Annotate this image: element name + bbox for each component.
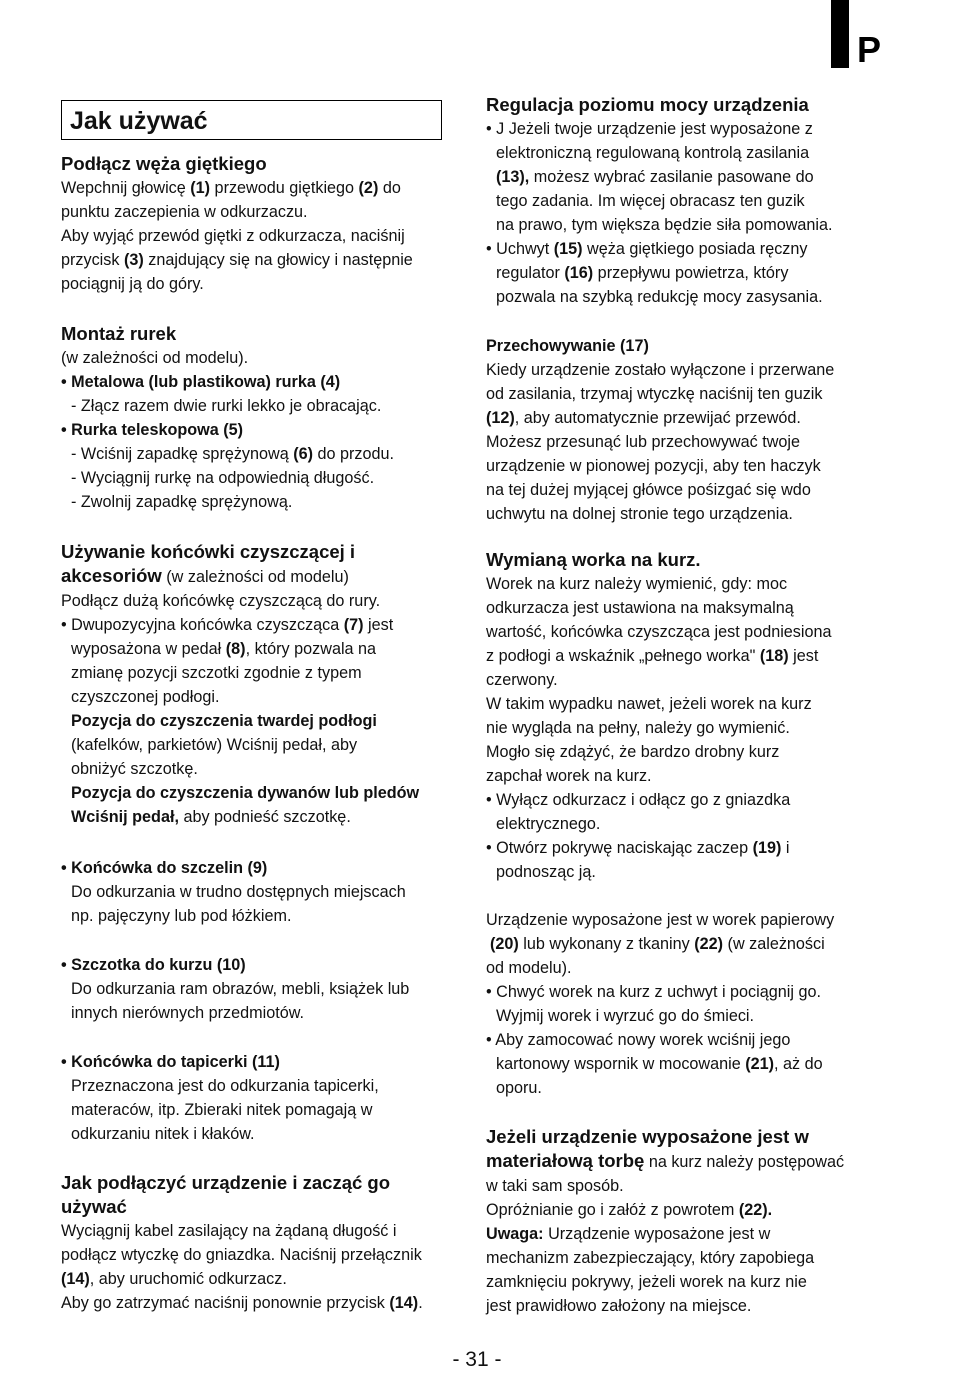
section-storage [486,334,886,526]
text-line: czyszczonej podłogi. [71,688,220,706]
text-line: obniżyć szczotkę. [71,760,198,778]
subheading-line: Pozycja do czyszczenia twardej podłogi [71,712,377,730]
text-line: Worek na kurz należy wymienić, gdy: moc [486,575,788,593]
section-heading: używać [61,1196,127,1217]
text-line: Wyciągnij kabel zasilający na żądaną długość i [61,1222,397,1240]
text-line: Wciśnij pedał, aby podnieść szczotkę. [71,808,351,826]
text-line: zapchał worek na kurz. [486,767,652,785]
section-dust-brush [61,953,451,1025]
text-line: materaców, itp. Zbieraki nitek pomagają w [71,1101,373,1119]
text-line: odkurzacza jest ustawiona na maksymalną [486,599,794,617]
text-line: - Wyciągnij rurkę na odpowiednią długość. [71,469,375,487]
section-bag-replacement [486,548,886,1100]
language-marker-bar [831,0,849,68]
text-line: (12), aby automatycznie przewijać przewód. [486,409,801,427]
text-line: Kiedy urządzenie zostało wyłączone i przerwane [486,361,835,379]
text-line: - Zwolnij zapadkę sprężynową. [71,493,293,511]
bullet-title: • Końcówka do szczelin (9) [61,859,268,877]
text-line: • Otwórz pokrywę naciskając zaczep (19) i [486,839,790,857]
section-heading: Jak podłączyć urządzenie i zacząć go [61,1172,391,1193]
text-line: • Chwyć worek na kurz z uchwyt i pociągnij go. [486,983,821,1001]
text-line: podłącz wtyczkę do gniazdka. Naciśnij przełącznik [61,1246,422,1264]
text-line: oporu. [496,1079,542,1097]
text-line: przycisk (3) znajdujący się na głowicy i następnie [61,251,413,269]
section-hose [61,152,451,296]
text-line: regulator (16) przepływu powietrza, który [496,264,789,282]
text-line: Do odkurzania w trudno dostępnych miejscach [71,883,406,901]
text-line: urządzenie w pionowej pozycji, aby ten haczyk [486,457,821,475]
text-line: elektrycznego. [496,815,601,833]
section-connect [61,1171,451,1315]
text-line: Aby wyjąć przewód giętki z odkurzacza, naciśnij [61,227,405,245]
text-line: na tej dużej myjącej główce pośizgać się wdo [486,481,811,499]
bullet-title: • Końcówka do tapicerki (11) [61,1053,280,1071]
subheading-line: Pozycja do czyszczenia dywanów lub pledów [71,784,420,802]
section-heading: Regulacja poziomu mocy urządzenia [486,94,809,115]
text-line: (w zależności od modelu). [61,349,249,367]
text-line: Wepchnij głowicę (1) przewodu giętkiego (2) do [61,179,401,197]
bullet-title: • Szczotka do kurzu (10) [61,956,246,974]
section-heading: Wymianą worka na kurz. [486,549,701,570]
text-line: mechanizm zabezpieczający, który zapobiega [486,1249,815,1267]
section-heading: Używanie końcówki czyszczącej i [61,541,356,562]
text-line: z podłogi a wskaźnik „pełnego worka" (18) jest [486,647,819,665]
section-heading: Przechowywanie (17) [486,337,649,355]
text-line: uchwytu na dolnej stronie tego urządzenia. [486,505,793,523]
text-line: podnosząc ją. [496,863,596,881]
text-line: odkurzaniu nitek i kłaków. [71,1125,255,1143]
text-line: nie wygląda na pełny, należy go wymienić. [486,719,790,737]
text-line: • Wyłącz odkurzacz i odłącz go z gniazdka [486,791,791,809]
section-fabric-bag [486,1125,886,1318]
text-line: pozwala na szybką redukcję mocy zasysania. [496,288,823,306]
language-letter: P [857,29,882,70]
section-upholstery-tool [61,1050,451,1146]
text-line: zamknięciu pokrywy, jeżeli worek na kurz nie [486,1273,807,1291]
text-line: Do odkurzania ram obrazów, mebli, książek lub [71,980,410,998]
text-line: Przeznaczona jest do odkurzania tapicerki, [71,1077,379,1095]
text-line: Urządzenie wyposażone jest w worek papierowy [486,911,835,929]
text-line: na prawo, tym większa będzie siła pomowania. [496,216,833,234]
text-line: wartość, końcówka czyszcząca jest podniesiona [486,623,832,641]
text-line: Podłącz dużą końcówkę czyszczącą do rury. [61,592,381,610]
page-number: - 31 - [452,1348,502,1371]
text-line: W takim wypadku nawet, jeżeli worek na kurz [486,695,812,713]
text-line: • Dwupozycyjna końcówka czyszcząca (7) jest [61,616,394,634]
text-line: od modelu). [486,959,572,977]
text-line: od zasilania, trzymaj wtyczkę naciśnij ten guzik [486,385,823,403]
text-line: kartonowy wspornik w mocowanie (21), aż do [496,1055,823,1073]
text-line: zmianę pozycji szczotki zgodnie z typem [71,664,362,682]
text-line: Aby go zatrzymać naciśnij ponownie przycisk (14). [61,1294,423,1312]
text-line: (20) lub wykonany z tkaniny (22) (w zależności [490,935,825,953]
section-heading-line: materiałową torbę na kurz należy postępować [486,1150,845,1171]
section-heading: Jeżeli urządzenie wyposażone jest w [486,1126,809,1147]
bullet-title: • Rurka teleskopowa (5) [61,421,243,439]
text-line: Uwaga: Urządzenie wyposażone jest w [486,1225,771,1243]
text-line: - Wciśnij zapadkę sprężynową (6) do przodu. [71,445,395,463]
text-line: w taki sam sposób. [486,1177,624,1195]
section-heading: Podłącz węża giętkiego [61,153,267,174]
text-line: jest prawidłowo założony na miejsce. [486,1297,752,1315]
text-line: Opróżnianie go i załóż z powrotem (22). [486,1201,773,1219]
text-line: czerwony. [486,671,558,689]
text-line: (13), możesz wybrać zasilanie pasowane do [496,168,814,186]
section-nozzle [61,540,451,829]
text-line: - Złącz razem dwie rurki lekko je obracając. [71,397,382,415]
section-heading: Montaż rurek [61,323,177,344]
text-line: tego zadania. Im więcej obracasz ten guzik [496,192,805,210]
text-line: (14), aby uruchomić odkurzacz. [61,1270,287,1288]
section-heading-line: akcesoriów (w zależności od modelu) [61,565,349,586]
page-title: Jak używać [61,100,442,140]
bullet-title: • Metalowa (lub plastikowa) rurka (4) [61,373,341,391]
section-tubes [61,322,451,514]
text-line: Mogło się zdążyć, że bardzo drobny kurz [486,743,780,761]
text-line: • Uchwyt (15) węża giętkiego posiada ręczny [486,240,808,258]
text-line: Możesz przesunąć lub przechowywać twoje [486,433,800,451]
text-line: punktu zaczepienia w odkurzaczu. [61,203,308,221]
text-line: • Aby zamocować nowy worek wciśnij jego [486,1031,791,1049]
section-power [486,93,886,309]
text-line: (kafelków, parkietów) Wciśnij pedał, aby [71,736,358,754]
section-crevice-tool [61,856,451,928]
text-line: wyposażona w pedał (8), który pozwala na [71,640,377,658]
text-line: np. pajęczyny lub pod łóżkiem. [71,907,292,925]
text-line: Wyjmij worek i wyrzuć go do śmieci. [496,1007,755,1025]
text-line: • J Jeżeli twoje urządzenie jest wyposażone z [486,120,813,138]
text-line: pociągnij ją do góry. [61,275,204,293]
text-line: innych nierównych przedmiotów. [71,1004,305,1022]
text-line: elektroniczną regulowaną kontrolą zasilania [496,144,810,162]
